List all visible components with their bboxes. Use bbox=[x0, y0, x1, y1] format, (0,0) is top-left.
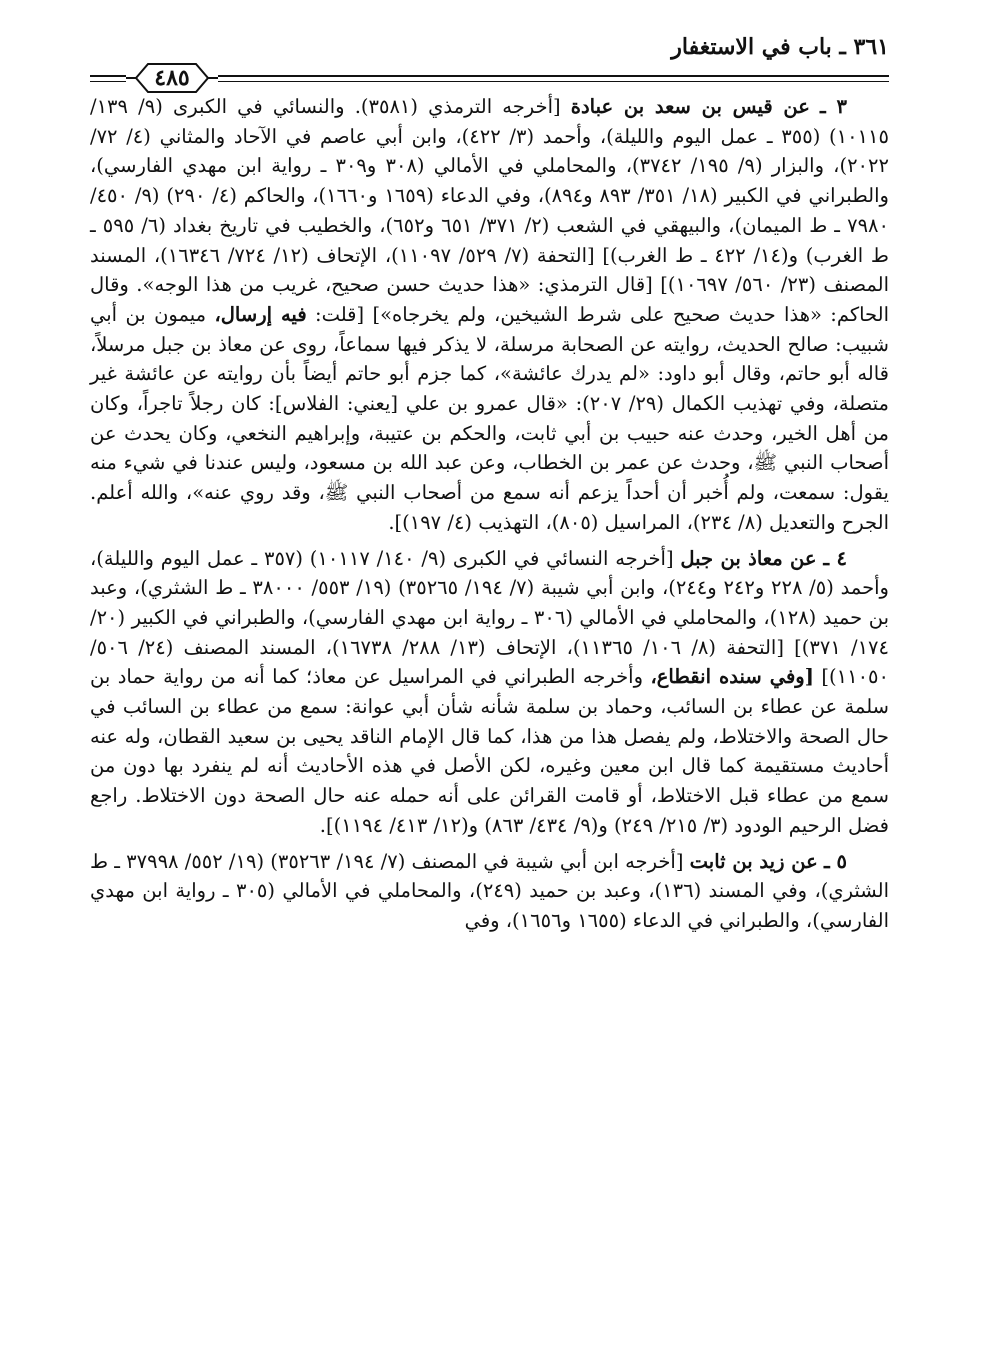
entry-emphasis: فيه إرسال، bbox=[214, 302, 307, 326]
hadith-entry bbox=[90, 847, 889, 936]
entry-number: ٤ ـ bbox=[823, 546, 847, 570]
entry-text-continued: وأخرجه الطبراني في المراسيل عن معاذ؛ كما أنه من رواية حماد بن سلمة عن عطاء بن السائب، وحماد بن سلمة شأنه شأن أبي عوانة: سمع من عطاء بن السائب في حال الصحة والاختلاط، ولم يفصل هذا من هذا، كما قال الإمام الناقد يحيى بن سعيد القطان، وله عنه أحاديث مستقيمة كما قال ابن معين وغيره، لكن الأصل في هذه الأحاديث أنه لم ينفرد بها دون من سمع من عطاء قبل الاختلاط، أو قامت القرائن على أنه حمله عنه حال الصحة دون الاختلاط. راجع فضل الرحيم الودود (٣/ ٢١٥/ ٢٤٩) و(٩/ ٤٣٤/ ٨٦٣) و(١٢/ ٤١٣/ ١١٩٤)]. bbox=[90, 665, 889, 837]
narrator: عن قيس بن سعد بن عبادة bbox=[570, 95, 810, 118]
entry-emphasis: [وفي سنده انقطاع، bbox=[650, 665, 814, 689]
entry-number: ٥ ـ bbox=[824, 849, 847, 873]
hadith-entry bbox=[90, 544, 889, 841]
chapter-title: ٣٦١ ـ باب في الاستغفار bbox=[671, 34, 889, 60]
document-body bbox=[90, 92, 889, 942]
page-number-badge bbox=[126, 61, 218, 95]
entry-text: [أخرجه ابن أبي شيبة في المصنف (٧/ ١٩٤/ ٣٥٢٦٣) (١٩/ ٥٥٢/ ٣٧٩٩٨ ـ ط الشثري)، وفي المسند (١٣٦)، وعبد بن حميد (٢٤٩)، والمحاملي في الأمالي (٣٠٥ ـ رواية ابن مهدي الفارسي)، والطبراني في الدعاء (١٦٥٥ و١٦٥٦)، وفي bbox=[90, 849, 890, 932]
page-number: ٤٨٥ bbox=[154, 65, 190, 91]
narrator: عن زيد بن ثابت bbox=[689, 849, 818, 873]
entry-text: [أخرجه النسائي في الكبرى (٩/ ١٤٠/ ١٠١١٧) (٣٥٧ ـ عمل اليوم والليلة)، وأحمد (٥/ ٢٢٨ و٢٤٢ و٢٤٤)، وابن أبي شيبة (٧/ ١٩٤/ ٣٥٢٦٥) (١٩/ ٥٥٣/ ٣٨٠٠٠ ـ ط الشثري)، وعبد بن حميد (١٢٨)، والمحاملي في الأمالي (٣٠٦ ـ رواية ابن مهدي الفارسي)، والطبراني في الكبير (٢٠/ ١٧٤/ ٣٧١)] [التحفة (٨/ ١٠٦/ ١١٣٦٥)، الإتحاف (١٣/ ٢٨٨/ ١٦٧٣٨)، المسند المصنف (٢٤/ ٥٠٦/ ١١٠٥٠)] bbox=[90, 546, 889, 689]
narrator: عن معاذ بن جبل bbox=[680, 546, 817, 570]
hadith-entry bbox=[90, 92, 889, 538]
header-rule bbox=[218, 81, 889, 82]
header-rule bbox=[90, 75, 126, 77]
header-rule bbox=[90, 81, 126, 82]
page-header bbox=[90, 30, 889, 90]
header-rule bbox=[218, 75, 889, 77]
entry-text: [أخرجه الترمذي (٣٥٨١). والنسائي في الكبرى (٩/ ١٣٩/ ١٠١١٥) (٣٥٥ ـ عمل اليوم والليلة)، وأحمد (٣/ ٤٢٢)، وابن أبي عاصم في الآحاد والمثاني (٤/ ٧٢/ ٢٠٢٢)، والبزار (٩/ ١٩٥/ ٣٧٤٢)، والمحاملي في الأمالي (٣٠٨ و٣٠٩ ـ رواية ابن مهدي الفارسي)، والطبراني في الكبير (١٨/ ٣٥١/ ٨٩٣ و٨٩٤)، وفي الدعاء (١٦٥٩ و١٦٦٠)، والحاكم (٤/ ٢٩٠) (٩/ ٤٥٠/ ٧٩٨٠ ـ ط الميمان)، والبيهقي في الشعب (٢/ ٣٧١/ ٦٥١ و٦٥٢)، والخطيب في تاريخ بغداد (٦/ ٥٩٥ ـ ط الغرب) و(١٤/ ٤٢٢ ـ ط الغرب)] [التحفة (٧/ ٥٢٩/ ١١٠٩٧)، الإتحاف (١٢/ ٧٢٤/ ١٦٣٤٦)، المسند المصنف (٢٣/ ٥٦٠/ ١٠٦٩٧)] [قال الترمذي: «هذا حديث حسن صحيح، غريب من هذا الوجه». وقال الحاكم: «هذا حديث صحيح على شرط الشيخين، ولم يخرجاه»] [قلت: bbox=[90, 95, 889, 326]
entry-text-continued: ميمون بن أبي شبيب: صالح الحديث، روايته عن الصحابة مرسلة، لا يذكر فيها سماعاً، روى عن معاذ بن جبل مرسلاً، قاله أبو حاتم، وقال أبو داود: «لم يدرك عائشة»، كما جزم أبو حاتم أيضاً بأن روايته عن عائشة غير متصلة، وفي تهذيب الكمال (٢٩/ ٢٠٧): «قال عمرو بن علي [يعني: الفلاس]: كان رجلاً تاجراً، وكان من أهل الخير، وحدث عنه حبيب بن أبي ثابت، والحكم بن عتيبة، وإبراهيم النخعي، وكان يحدث عن أصحاب النبي ﷺ، وحدث عن عمر بن الخطاب، وعن عبد الله بن مسعود، وليس عندنا في شيء منه يقول: سمعت، ولم أُخبر أن أحداً يزعم أنه سمع من أصحاب النبي ﷺ، وقد روي عنه»، والله أعلم. الجرح والتعديل (٨/ ٢٣٤)، المراسيل (٨٠٥)، التهذيب (٤/ ١٩٧)]. bbox=[90, 302, 889, 534]
entry-number: ٣ ـ bbox=[820, 95, 847, 118]
